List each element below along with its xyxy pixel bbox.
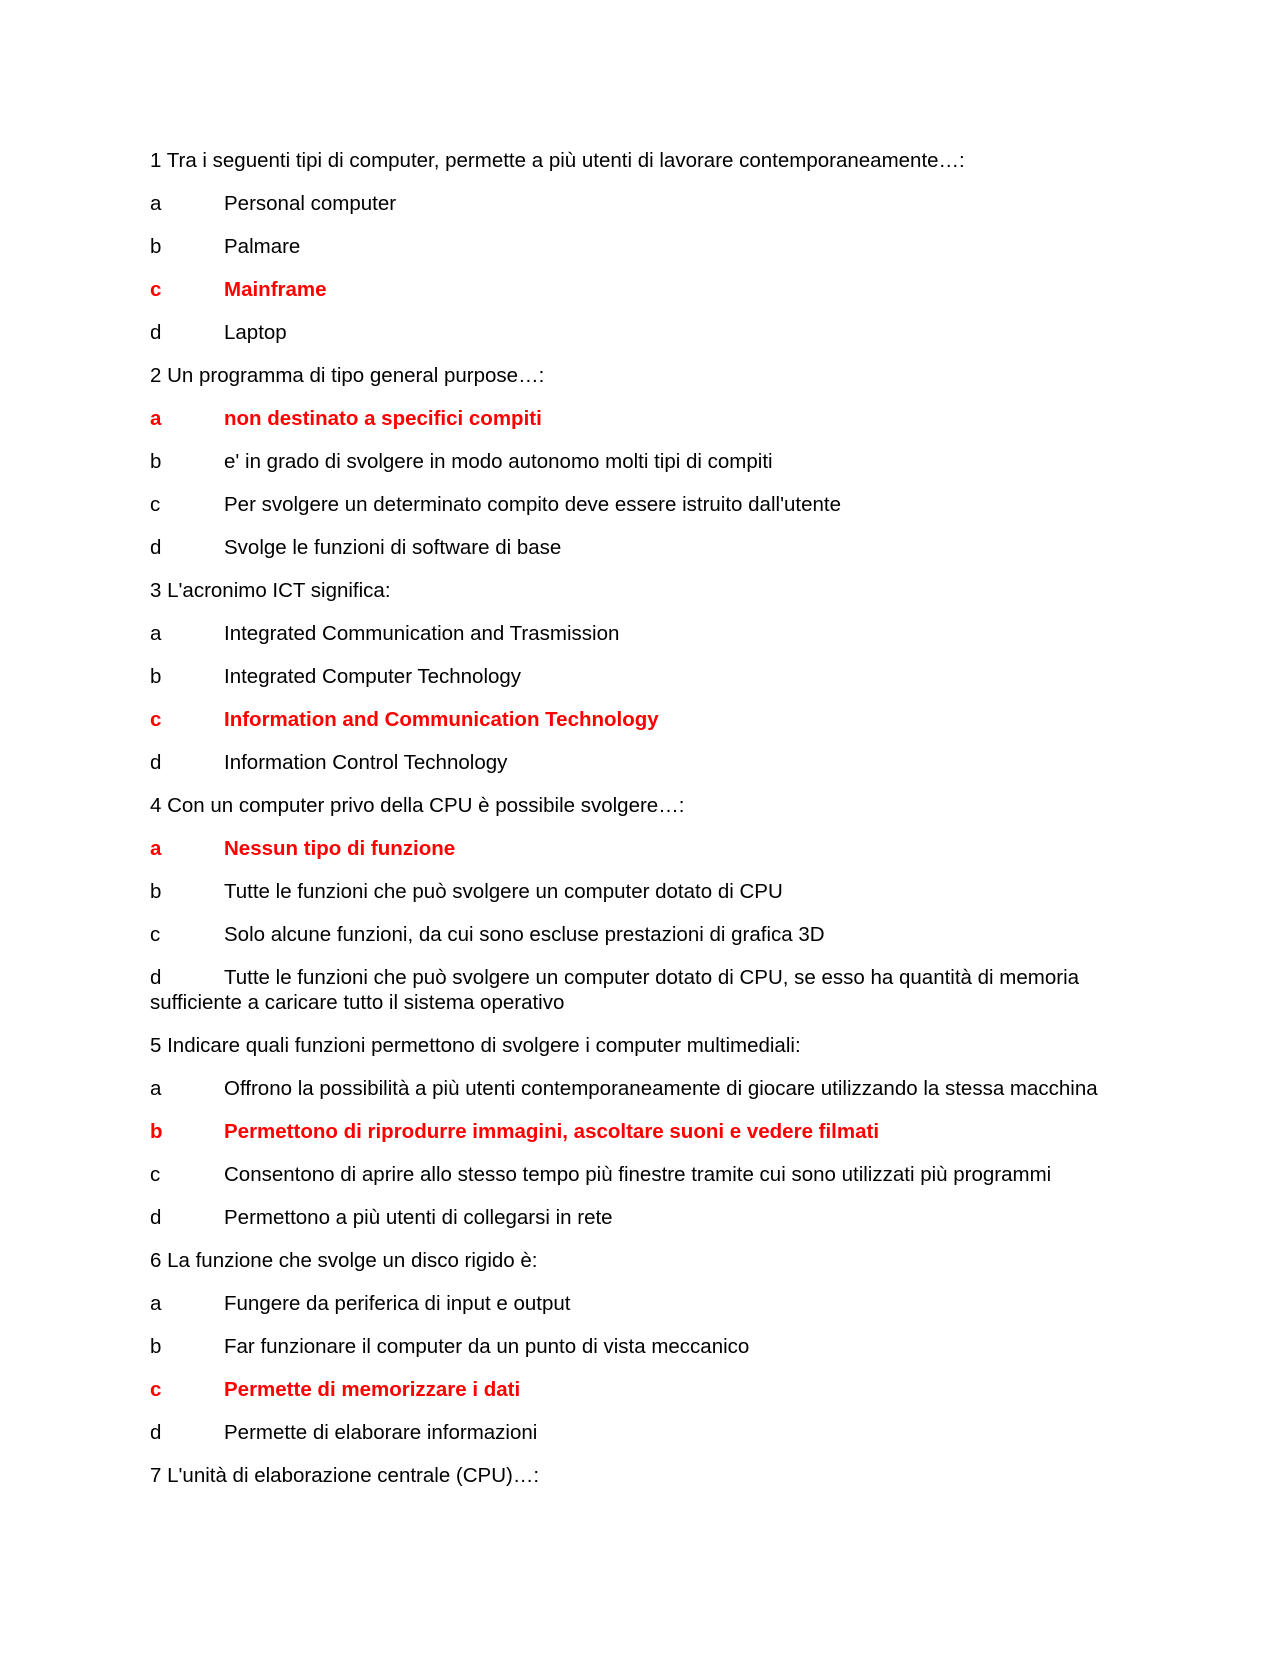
option-letter: b — [150, 1335, 162, 1358]
option-letter: c — [150, 493, 161, 516]
option-text: Tutte le funzioni che può svolgere un computer dotato di CPU — [224, 880, 783, 903]
option-text: Permettono di riprodurre immagini, ascoltare suoni e vedere filmati — [224, 1120, 880, 1143]
option-text: Nessun tipo di funzione — [224, 837, 456, 860]
option-text: Integrated Computer Technology — [224, 665, 522, 688]
option-text: Integrated Communication and Trasmission — [224, 622, 620, 645]
option-text: e' in grado di svolgere in modo autonomo molti tipi di compiti — [224, 450, 773, 473]
option-text: Personal computer — [224, 192, 397, 215]
option-letter: b — [150, 1120, 163, 1143]
question-3: 3 L'acronimo ICT significa: — [150, 579, 391, 602]
option-text: Permettono a più utenti di collegarsi in rete — [224, 1206, 613, 1229]
option-letter: d — [150, 321, 162, 344]
option-2a-correct — [150, 406, 1130, 431]
option-text: Information and Communication Technology — [224, 708, 659, 731]
option-6c-correct — [150, 1377, 1130, 1402]
option-4d — [150, 965, 1130, 1015]
option-4b — [150, 879, 1130, 904]
question-2: 2 Un programma di tipo general purpose…: — [150, 364, 545, 387]
option-letter: d — [150, 536, 162, 559]
option-letter: a — [150, 407, 162, 430]
question-1: 1 Tra i seguenti tipi di computer, permette a più utenti di lavorare contemporaneamente…: — [150, 149, 965, 172]
option-text: Svolge le funzioni di software di base — [224, 536, 562, 559]
option-text: non destinato a specifici compiti — [224, 407, 542, 430]
option-6a — [150, 1291, 1130, 1316]
option-letter: a — [150, 1077, 162, 1100]
option-letter: d — [150, 966, 162, 989]
option-text: Mainframe — [224, 278, 327, 301]
option-2b — [150, 449, 1130, 474]
option-3a — [150, 621, 1130, 646]
option-letter: c — [150, 1163, 161, 1186]
option-3d — [150, 750, 1130, 775]
option-text: Permette di memorizzare i dati — [224, 1378, 521, 1401]
question-6: 6 La funzione che svolge un disco rigido è: — [150, 1249, 538, 1272]
option-1b — [150, 234, 1130, 259]
option-letter: b — [150, 450, 162, 473]
option-5b-correct — [150, 1119, 1130, 1144]
option-1d — [150, 320, 1130, 345]
option-1c-correct — [150, 277, 1130, 302]
option-letter: b — [150, 880, 162, 903]
option-text: Palmare — [224, 235, 301, 258]
option-letter: c — [150, 708, 162, 731]
question-4: 4 Con un computer privo della CPU è possibile svolgere…: — [150, 794, 685, 817]
option-4c — [150, 922, 1130, 947]
option-letter: b — [150, 665, 162, 688]
question-5: 5 Indicare quali funzioni permettono di svolgere i computer multimediali: — [150, 1034, 801, 1057]
option-text: Laptop — [224, 321, 287, 344]
option-letter: d — [150, 1206, 162, 1229]
option-letter: c — [150, 1378, 162, 1401]
option-letter: d — [150, 1421, 162, 1444]
option-letter: b — [150, 235, 162, 258]
quiz-content — [150, 148, 1130, 1506]
option-letter: a — [150, 192, 162, 215]
option-2c — [150, 492, 1130, 517]
option-letter: a — [150, 837, 162, 860]
option-letter: a — [150, 1292, 162, 1315]
option-text: Far funzionare il computer da un punto di vista meccanico — [224, 1335, 750, 1358]
option-5c — [150, 1162, 1130, 1187]
option-5d — [150, 1205, 1130, 1230]
option-text: Solo alcune funzioni, da cui sono escluse prestazioni di grafica 3D — [224, 923, 825, 946]
option-6d — [150, 1420, 1130, 1445]
option-text: Information Control Technology — [224, 751, 508, 774]
option-letter: a — [150, 622, 162, 645]
option-letter: c — [150, 278, 162, 301]
option-3b — [150, 664, 1130, 689]
option-3c-correct — [150, 707, 1130, 732]
option-letter: c — [150, 923, 161, 946]
option-text: Offrono la possibilità a più utenti contemporaneamente di giocare utilizzando la stessa macchina — [224, 1077, 1098, 1100]
option-5a — [150, 1076, 1130, 1101]
option-1a — [150, 191, 1130, 216]
option-text: Permette di elaborare informazioni — [224, 1421, 538, 1444]
option-4a-correct — [150, 836, 1130, 861]
question-7: 7 L'unità di elaborazione centrale (CPU)…: — [150, 1464, 540, 1487]
option-text: Tutte le funzioni che può svolgere un computer dotato di CPU, se esso ha quantità di memoria sufficiente a caricare tutto il sistema operativo — [150, 966, 1080, 1014]
option-text: Per svolgere un determinato compito deve essere istruito dall'utente — [224, 493, 841, 516]
option-letter: d — [150, 751, 162, 774]
option-2d — [150, 535, 1130, 560]
option-text: Consentono di aprire allo stesso tempo più finestre tramite cui sono utilizzati più programmi — [224, 1163, 1052, 1186]
option-text: Fungere da periferica di input e output — [224, 1292, 571, 1315]
option-6b — [150, 1334, 1130, 1359]
